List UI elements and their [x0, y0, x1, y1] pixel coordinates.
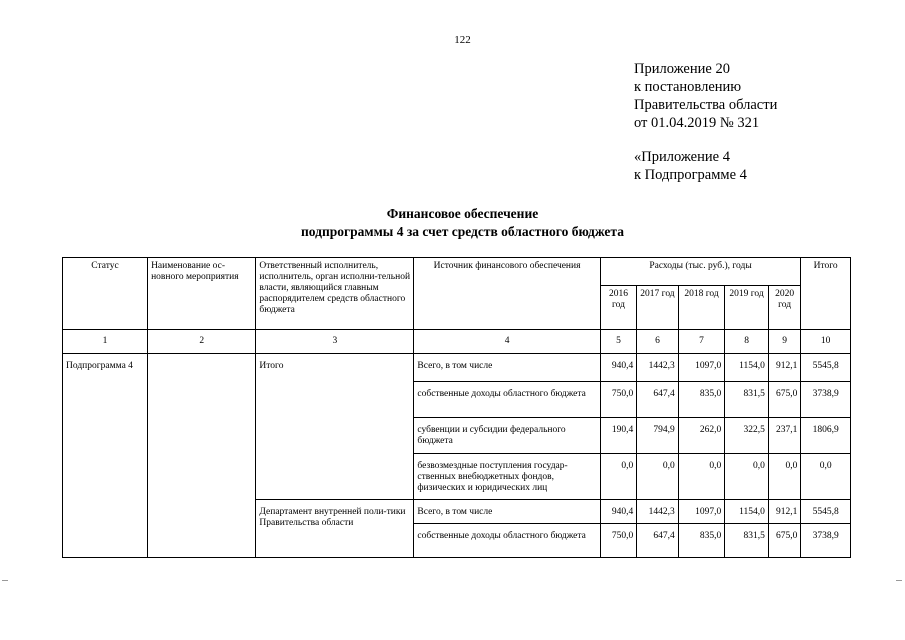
- source-cell: безвозмездные поступления государ-ственных внебюджетных фондов, физических и юридических лиц: [414, 454, 600, 500]
- value-cell: 940,4: [600, 500, 636, 524]
- header-year: 2017 год: [637, 286, 679, 330]
- header-year: 2016 год: [600, 286, 636, 330]
- value-cell: 750,0: [600, 524, 636, 558]
- value-cell: 237,1: [768, 418, 800, 454]
- value-cell: 0,0: [725, 454, 769, 500]
- value-cell: 835,0: [678, 524, 725, 558]
- column-number: 4: [414, 330, 600, 354]
- value-cell: 831,5: [725, 382, 769, 418]
- appendix-line: Приложение 20: [634, 61, 730, 77]
- value-cell: 1097,0: [678, 500, 725, 524]
- value-cell: 940,4: [600, 354, 636, 382]
- value-cell: 835,0: [678, 382, 725, 418]
- value-cell: 831,5: [725, 524, 769, 558]
- value-cell: 0,0: [678, 454, 725, 500]
- value-cell: 1442,3: [637, 500, 679, 524]
- total-cell: 1806,9: [801, 418, 851, 454]
- column-number-row: [63, 330, 851, 354]
- column-number: 8: [725, 330, 769, 354]
- value-cell: 190,4: [600, 418, 636, 454]
- document-title: [0, 205, 905, 241]
- value-cell: 1154,0: [725, 500, 769, 524]
- column-number: 7: [678, 330, 725, 354]
- sub-appendix-line: «Приложение 4: [634, 149, 730, 165]
- total-cell: 0,0: [801, 454, 851, 500]
- source-cell: Всего, в том числе: [414, 500, 600, 524]
- column-number: 6: [637, 330, 679, 354]
- value-cell: 750,0: [600, 382, 636, 418]
- total-cell: 3738,9: [801, 382, 851, 418]
- column-number: 10: [801, 330, 851, 354]
- value-cell: 0,0: [600, 454, 636, 500]
- header-year: 2019 год: [725, 286, 769, 330]
- value-cell: 675,0: [768, 524, 800, 558]
- value-cell: 0,0: [768, 454, 800, 500]
- status-cell: Подпрограмма 4: [63, 354, 148, 558]
- value-cell: 1154,0: [725, 354, 769, 382]
- title-line: Финансовое обеспечение: [386, 206, 539, 221]
- header-year: 2018 год: [678, 286, 725, 330]
- total-cell: 5545,8: [801, 500, 851, 524]
- column-number: 5: [600, 330, 636, 354]
- header-measure: Наименование ос-новного мероприятия: [148, 258, 256, 330]
- column-number: 2: [148, 330, 256, 354]
- scan-edge-mark: [896, 580, 902, 581]
- value-cell: 647,4: [637, 382, 679, 418]
- appendix-header: [634, 60, 777, 132]
- executor-cell: Департамент внутренней поли-тики Правительства области: [256, 500, 414, 558]
- value-cell: 912,1: [768, 354, 800, 382]
- value-cell: 1097,0: [678, 354, 725, 382]
- table-row: [63, 354, 851, 382]
- header-source: Источник финансового обеспечения: [414, 258, 600, 330]
- source-cell: Всего, в том числе: [414, 354, 600, 382]
- value-cell: 262,0: [678, 418, 725, 454]
- financing-table: [62, 257, 851, 558]
- measure-cell: [148, 354, 256, 558]
- appendix-line: к постановлению: [634, 79, 742, 95]
- sub-appendix-header: [634, 148, 747, 184]
- page-number: 122: [454, 34, 471, 46]
- executor-cell: Итого: [256, 354, 414, 500]
- title-line: подпрограммы 4 за счет средств областного бюджета: [301, 224, 624, 239]
- column-number: 1: [63, 330, 148, 354]
- header-year: 2020 год: [768, 286, 800, 330]
- header-expenses: Расходы (тыс. руб.), годы: [600, 258, 801, 286]
- column-number: 3: [256, 330, 414, 354]
- total-cell: 5545,8: [801, 354, 851, 382]
- appendix-line: от 01.04.2019 № 321: [634, 115, 760, 131]
- value-cell: 647,4: [637, 524, 679, 558]
- value-cell: 1442,3: [637, 354, 679, 382]
- source-cell: собственные доходы областного бюджета: [414, 524, 600, 558]
- header-executor: Ответственный исполнитель, исполнитель, орган исполни-тельной власти, являющийся главным распорядителем средств областного бюджета: [256, 258, 414, 330]
- header-total: Итого: [801, 258, 851, 330]
- value-cell: 912,1: [768, 500, 800, 524]
- value-cell: 0,0: [637, 454, 679, 500]
- sub-appendix-line: к Подпрограмме 4: [634, 167, 747, 183]
- value-cell: 794,9: [637, 418, 679, 454]
- scan-edge-mark: [2, 580, 8, 581]
- source-cell: собственные доходы областного бюджета: [414, 382, 600, 418]
- value-cell: 322,5: [725, 418, 769, 454]
- source-cell: субвенции и субсидии федерального бюджета: [414, 418, 600, 454]
- appendix-line: Правительства области: [634, 97, 778, 113]
- column-number: 9: [768, 330, 800, 354]
- header-status: Статус: [63, 258, 148, 330]
- total-cell: 3738,9: [801, 524, 851, 558]
- header-row: [63, 258, 851, 286]
- value-cell: 675,0: [768, 382, 800, 418]
